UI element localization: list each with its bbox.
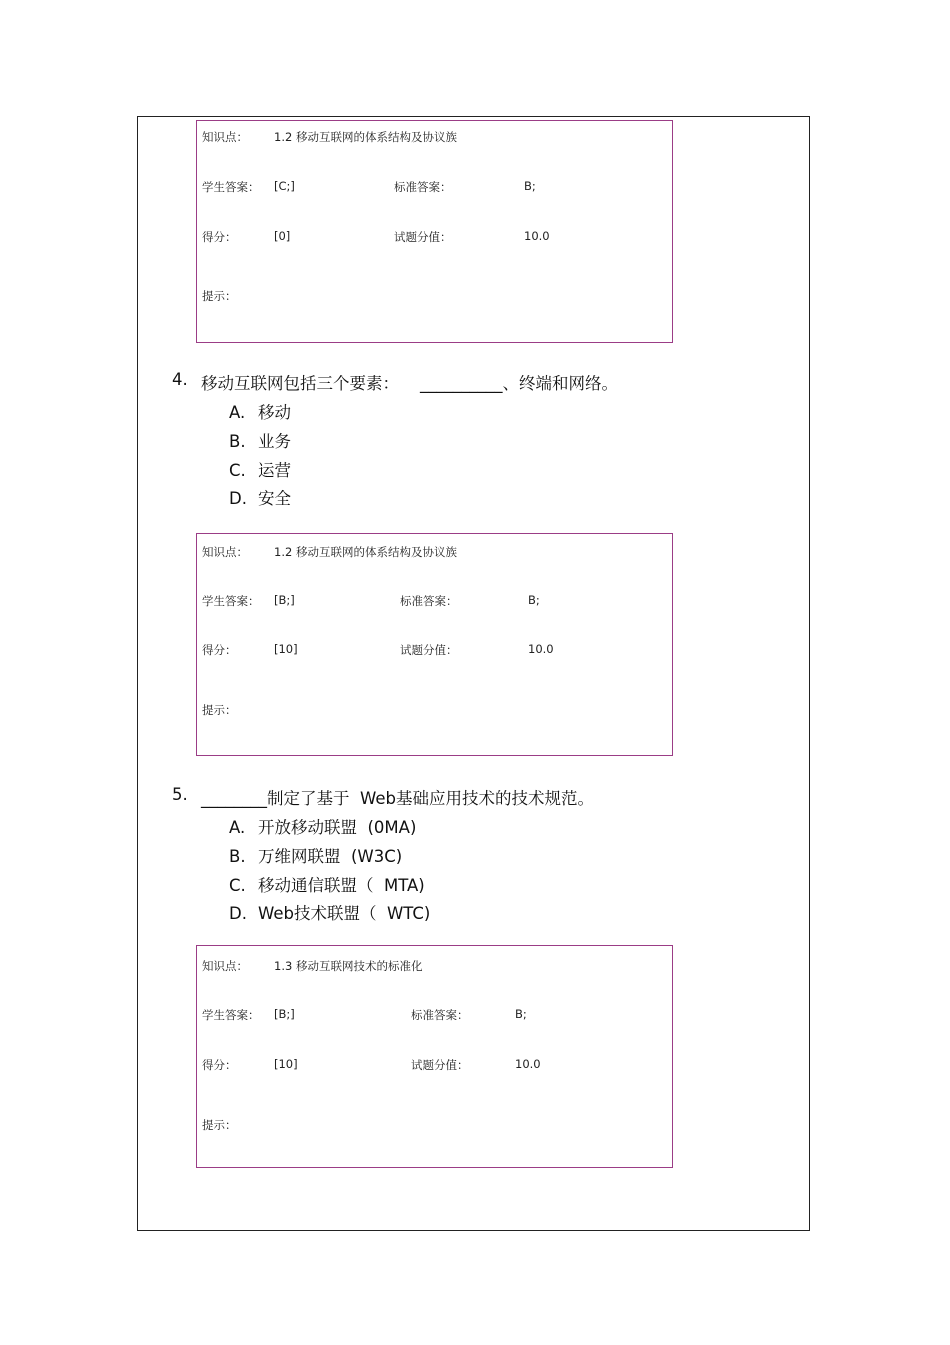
option-letter: A. <box>229 403 246 422</box>
option-text: 运营 <box>258 461 291 480</box>
question-value-label: 试题分值： <box>400 643 458 657</box>
student-answer: [B;] <box>274 1007 295 1021</box>
option-text: 开放移动联盟 (0MA) <box>258 818 417 837</box>
result-box <box>196 120 673 343</box>
option-b <box>229 843 402 867</box>
question-number: 4. <box>172 370 188 389</box>
question-text: 移动互联网包括三个要素： __________、终端和网络。 <box>201 374 618 393</box>
knowledge-point: 1.2 移动互联网的体系结构及协议族 <box>274 545 457 559</box>
student-answer: [C;] <box>274 179 295 193</box>
option-b <box>229 428 291 452</box>
question-number: 5. <box>172 785 188 804</box>
knowledge-point: 1.2 移动互联网的体系结构及协议族 <box>274 130 457 144</box>
score: [10] <box>274 642 298 656</box>
option-text: 移动 <box>258 403 291 422</box>
option-d <box>229 485 291 509</box>
result-box <box>196 533 673 756</box>
standard-answer-label: 标准答案： <box>394 180 452 194</box>
student-answer-label: 学生答案： <box>202 594 260 608</box>
hint-label: 提示： <box>202 703 237 717</box>
student-answer-label: 学生答案： <box>202 1008 260 1022</box>
option-a <box>229 814 416 838</box>
question-value-label: 试题分值： <box>394 230 452 244</box>
option-letter: A. <box>229 818 246 837</box>
score: [10] <box>274 1057 298 1071</box>
option-text: 移动通信联盟（ MTA) <box>258 876 425 895</box>
standard-answer: B; <box>528 593 540 607</box>
score-label: 得分： <box>202 230 237 244</box>
option-c <box>229 457 291 481</box>
option-a <box>229 399 291 423</box>
question-value-label: 试题分值： <box>411 1058 469 1072</box>
standard-answer: B; <box>515 1007 527 1021</box>
result-box <box>196 945 673 1168</box>
score-label: 得分： <box>202 1058 237 1072</box>
standard-answer-label: 标准答案： <box>411 1008 469 1022</box>
student-answer: [B;] <box>274 593 295 607</box>
option-text: 安全 <box>258 489 291 508</box>
hint-label: 提示： <box>202 289 237 303</box>
option-text: 万维网联盟 (W3C) <box>258 847 403 866</box>
knowledge-label: 知识点： <box>202 959 248 973</box>
option-letter: B. <box>229 847 246 866</box>
knowledge-label: 知识点： <box>202 545 248 559</box>
option-letter: B. <box>229 432 246 451</box>
option-c <box>229 872 425 896</box>
option-letter: D. <box>229 489 247 508</box>
score-label: 得分： <box>202 643 237 657</box>
option-d <box>229 900 430 924</box>
student-answer-label: 学生答案： <box>202 180 260 194</box>
question-value: 10.0 <box>528 642 554 656</box>
option-letter: C. <box>229 876 246 895</box>
standard-answer-label: 标准答案： <box>400 594 458 608</box>
option-text: Web技术联盟（ WTC) <box>258 904 431 923</box>
hint-label: 提示： <box>202 1118 237 1132</box>
standard-answer: B; <box>524 179 536 193</box>
option-text: 业务 <box>258 432 291 451</box>
score: [0] <box>274 229 291 243</box>
option-letter: D. <box>229 904 247 923</box>
question-value: 10.0 <box>515 1057 541 1071</box>
question-value: 10.0 <box>524 229 550 243</box>
knowledge-point: 1.3 移动互联网技术的标准化 <box>274 959 423 973</box>
knowledge-label: 知识点： <box>202 130 248 144</box>
question-text: ________制定了基于 Web基础应用技术的技术规范。 <box>201 789 594 808</box>
option-letter: C. <box>229 461 246 480</box>
